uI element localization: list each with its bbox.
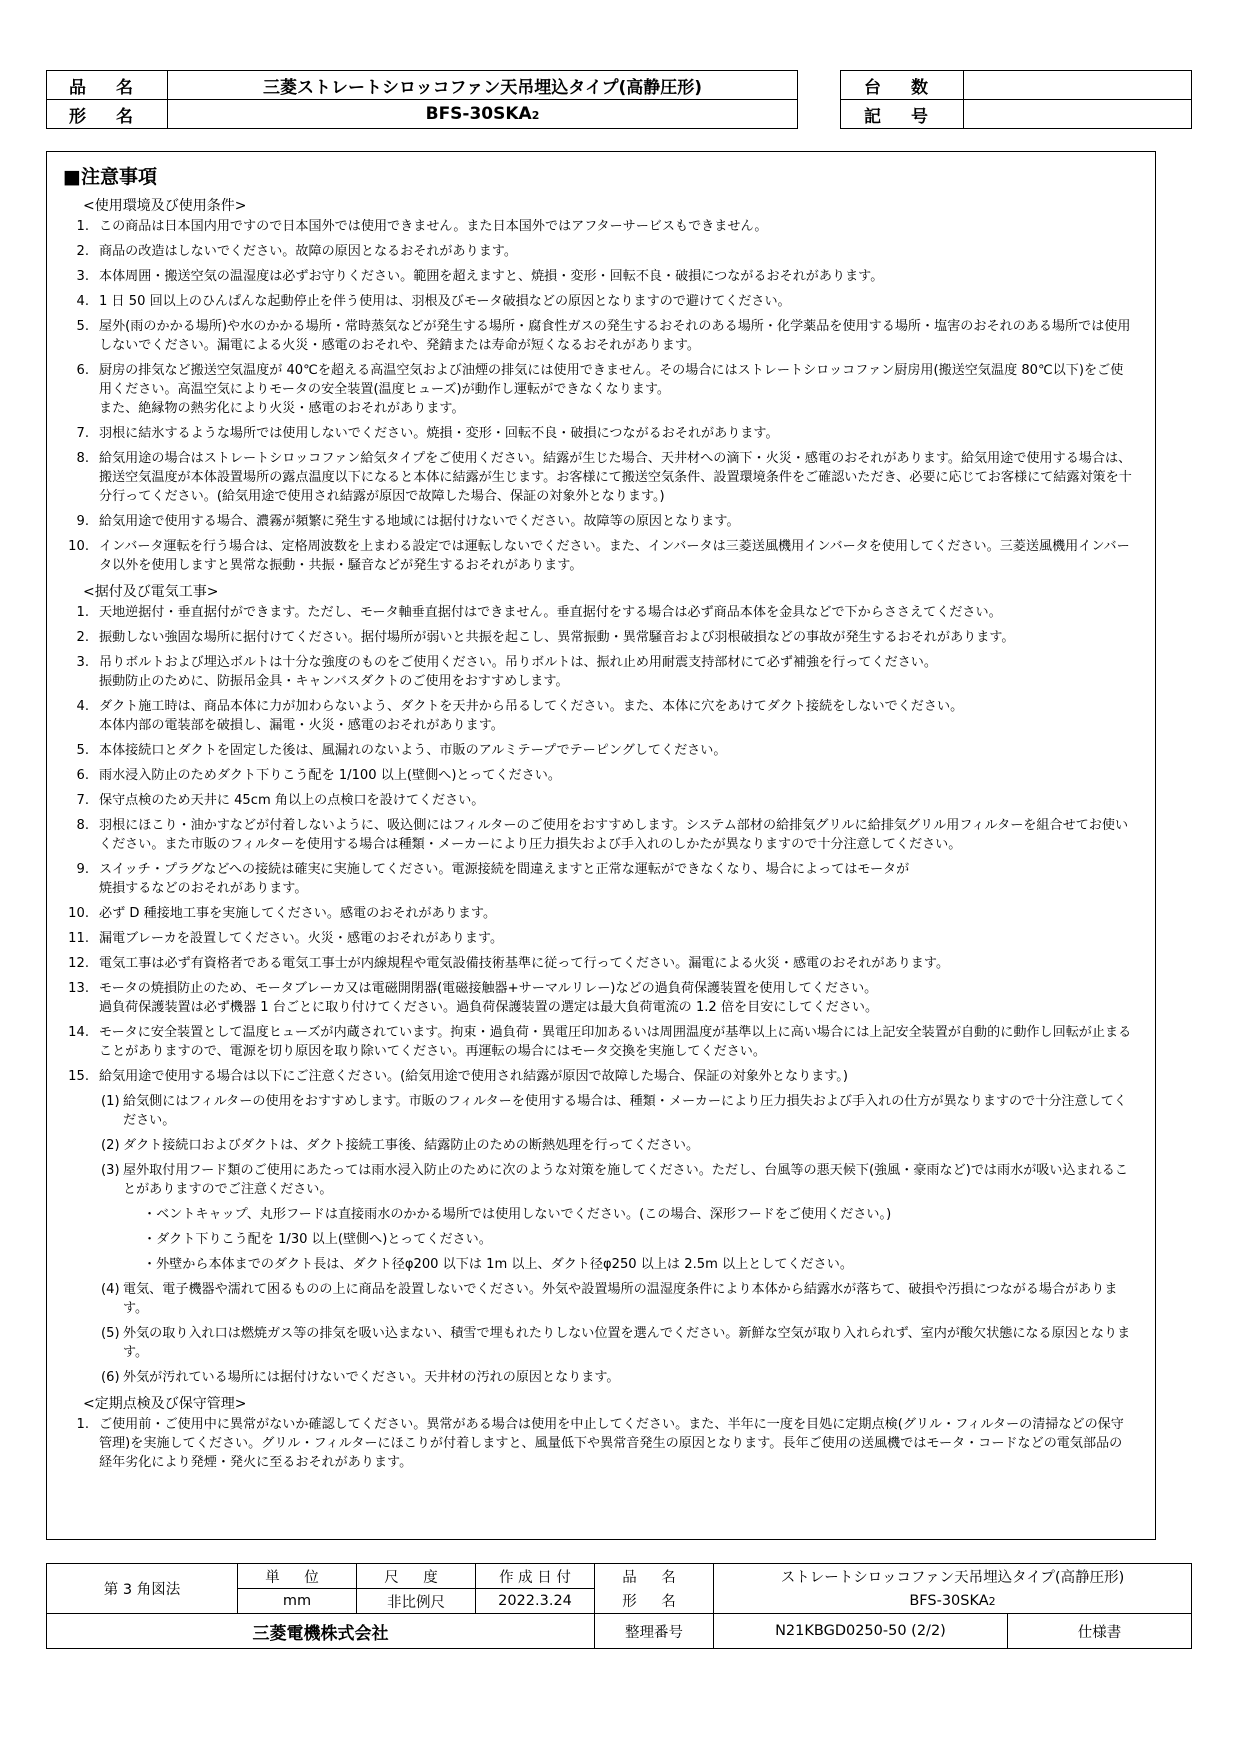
document-type: 仕様書 — [1077, 1624, 1122, 1641]
list-item: 3. 本体周囲・搬送空気の温湿度は必ずお守りください。範囲を超えますと、焼損・変形・回転不良・破損につながるおそれがあります。 — [76, 269, 884, 284]
bullet-item: ・外壁から本体までのダクト長は、ダクト径φ200 以下は 1m 以上、ダクト径φ250 以上は 2.5m 以上としてください。 — [143, 1257, 853, 1272]
quantity-label: 台 数 — [841, 71, 964, 100]
reference-label: 整理番号 — [595, 1614, 714, 1649]
section-heading: <定期点検及び保守管理> — [83, 1396, 247, 1412]
sub-item: (2) ダクト接続口およびダクトは、ダクト接続工事後、結露防止のための断熱処理を行ってください。 — [101, 1138, 700, 1153]
quantity-value — [964, 71, 1192, 100]
unit-value: mm — [238, 1589, 357, 1614]
list-item: 5. 本体接続口とダクトを固定した後は、風漏れのないよう、市販のアルミテープでテーピングしてください。 — [76, 743, 727, 758]
product-label: 品 名 — [595, 1564, 714, 1589]
section-heading: <据付及び電気工事> — [83, 584, 219, 600]
model-label: 形 名 — [595, 1589, 714, 1614]
list-item: 9. スイッチ・プラグなどへの接続は確実に実施してください。電源接続を間違えますと正常な運転ができなくなり、場合によってはモータが 焼損するなどのおそれがあります。 — [76, 862, 910, 896]
list-item: 6. 雨水浸入防止のためダクト下りこう配を 1/100 以上(壁側へ)とってください。 — [76, 768, 561, 783]
model-cell — [714, 1589, 1192, 1614]
notes-title: ■注意事項 — [63, 166, 157, 188]
title-block — [46, 1563, 1192, 1649]
list-item: 1. この商品は日本国内用ですので日本国外では使用できません。また日本国外ではアフターサービスもできません。 — [76, 219, 768, 234]
list-item: 7. 羽根に結氷するような場所では使用しないでください。焼損・変形・回転不良・破損につながるおそれがあります。 — [76, 426, 779, 441]
model-name-suffix: 2 — [531, 109, 540, 122]
list-item: 14. モータに安全装置として温度ヒューズが内蔵されています。拘束・過負荷・異電圧印加あるいは周囲温度が基準以上に高い場合には上記安全装置が自動的に動作し回転が止まることがありますので、電源を切り原因を取り除いてください。再運転の場合にはモータ交換を実施してください。 — [68, 1025, 1132, 1059]
list-item: 1. ご使用前・ご使用中に異常がないか確認してください。異常がある場合は使用を中止してください。また、半年に一度を目処に定期点検(グリル・フィルターの清掃などの保守管理)を実施してください。グリル・フィルターにほこりが付着しますと、風量低下や異常音発生の原因となります。長年ご使用の送風機ではモータ・コードなどの電気部品の経年劣化により発煙・発火に至るおそれがあります。 — [76, 1417, 1124, 1470]
header-quantity-table — [840, 70, 1192, 129]
list-item: 7. 保守点検のため天井に 45cm 角以上の点検口を設けてください。 — [76, 793, 485, 808]
reference-cell — [714, 1614, 1192, 1649]
list-item: 11. 漏電ブレーカを設置してください。火災・感電のおそれがあります。 — [68, 931, 504, 946]
date-label: 作 成 日 付 — [476, 1564, 595, 1589]
list-item: 1. 天地逆据付・垂直据付ができます。ただし、モータ軸垂直据付はできません。垂直据付をする場合は必ず商品本体を金具などで下からささえてください。 — [76, 605, 1002, 620]
list-item: 8. 給気用途の場合はストレートシロッコファン給気タイプをご使用ください。結露が生じた場合、天井材への滴下・火災・感電のおそれがあります。給気用途で使用する場合は、搬送空気温度が本体設置場所の露点温度以下になると本体に結露が生じます。お客様にて搬送空気条件、設置環境条件をご確認いただき、必要に応じてお客様にて結露対策を十分行ってください。(給気用途で使用され結露が原因で故障した場合、保証の対象外となります。) — [76, 451, 1132, 504]
notes-panel — [46, 151, 1156, 1540]
projection-method: 第 3 角図法 — [47, 1564, 238, 1614]
scale-value: 非比例尺 — [357, 1589, 476, 1614]
model-name-cell — [168, 100, 798, 129]
reference-number: N21KBGD0250-50 (2/2) — [714, 1614, 1008, 1648]
list-item: 6. 厨房の排気など搬送空気温度が 40℃を超える高温空気および油煙の排気には使用できません。その場合にはストレートシロッコファン厨房用(搬送空気温度 80℃以下)をご使用ください。高温空気によりモータの安全装置(温度ヒューズ)が動作し運転ができなくなります。 また、絶縁物の熱劣化により火災・感電のおそれがあります。 — [76, 363, 1124, 416]
model-suffix: 2 — [988, 1594, 996, 1608]
list-item: 9. 給気用途で使用する場合、濃霧が頻繁に発生する地域には据付けないでください。故障等の原因となります。 — [76, 514, 740, 529]
list-item: 2. 振動しない強固な場所に据付けてください。据付場所が弱いと共振を起こし、異常振動・異常騒音および羽根破損などの事故が発生するおそれがあります。 — [76, 630, 1015, 645]
list-item: 10. 必ず D 種接地工事を実施してください。感電のおそれがあります。 — [68, 906, 497, 921]
bullet-item: ・ベントキャップ、丸形フードは直接雨水のかかる場所では使用しないでください。(この場合、深形フードをご使用ください。) — [143, 1207, 892, 1222]
product-name-value: 三菱ストレートシロッコファン天吊埋込タイプ(高静圧形) — [168, 71, 798, 100]
list-item: 5. 屋外(雨のかかる場所)や水のかかる場所・常時蒸気などが発生する場所・腐食性ガスの発生するおそれのある場所・化学薬品を使用する場所・塩害のおそれのある場所では使用しないでください。漏電による火災・感電のおそれや、発錆または寿命が短くなるおそれがあります。 — [76, 319, 1131, 353]
model-name-value: BFS-30SKA — [425, 104, 532, 124]
list-item: 2. 商品の改造はしないでください。故障の原因となるおそれがあります。 — [76, 244, 517, 259]
product-value: ストレートシロッコファン天吊埋込タイプ(高静圧形) — [714, 1564, 1192, 1589]
sub-item: (6) 外気が汚れている場所には据付けないでください。天井材の汚れの原因となります。 — [101, 1370, 620, 1385]
sub-item: (3) 屋外取付用フード類のご使用にあたっては雨水浸入防止のために次のような対策を施してください。ただし、台風等の悪天候下(強風・豪雨など)では雨水が吸い込まれることがありますのでご注意ください。 — [101, 1163, 1128, 1197]
date-value: 2022.3.24 — [476, 1589, 595, 1614]
list-item: 12. 電気工事は必ず有資格者である電気工事士が内線規程や電気設備技術基準に従って行ってください。漏電による火災・感電のおそれがあります。 — [68, 956, 950, 971]
list-item: 4. ダクト施工時は、商品本体に力が加わらないよう、ダクトを天井から吊るしてください。また、本体に穴をあけてダクト接続をしないでください。 本体内部の電装部を破損し、漏電・火災・感電のおそれがあります。 — [76, 699, 964, 733]
sub-item: (4) 電気、電子機器や濡れて困るものの上に商品を設置しないでください。外気や設置場所の温湿度条件により本体から結露水が落ちて、破損や汚損につながる場合があります。 — [101, 1282, 1118, 1316]
list-item: 13. モータの焼損防止のため、モータブレーカ又は電磁開閉器(電磁接触器+サーマルリレー)などの過負荷保護装置を使用してください。 過負荷保護装置は必ず機器 1 台ごとに取り付けてください。過負荷保護装置の選定は最大負荷電流の 1.2 倍を目安にしてください。 — [68, 981, 879, 1015]
list-item: 3. 吊りボルトおよび埋込ボルトは十分な強度のものをご使用ください。吊りボルトは、振れ止め用耐震支持部材にて必ず補強を行ってください。 振動防止のために、防振吊金具・キャンバスダクトのご使用をおすすめします。 — [76, 655, 937, 689]
symbol-label: 記 号 — [841, 100, 964, 129]
model-name-label: 形 名 — [47, 100, 168, 129]
list-item: 15. 給気用途で使用する場合は以下にご注意ください。(給気用途で使用され結露が原因で故障した場合、保証の対象外となります。) — [68, 1069, 848, 1084]
company-name: 三菱電機株式会社 — [47, 1614, 595, 1649]
list-item: 10. インバータ運転を行う場合は、定格周波数を上まわる設定では運転しないでください。また、インバータは三菱送風機用インバータを使用してください。三菱送風機用インバータ以外を使用しますと異常な振動・共振・騒音などが発生するおそれがあります。 — [68, 539, 1130, 573]
header-product-table — [46, 70, 798, 129]
product-name-label: 品 名 — [47, 71, 168, 100]
symbol-value — [964, 100, 1192, 129]
unit-label: 単 位 — [238, 1564, 357, 1589]
section-heading: <使用環境及び使用条件> — [83, 198, 247, 214]
sub-item: (5) 外気の取り入れ口は燃焼ガス等の排気を吸い込まない、積雪で埋もれたりしない位置を選んでください。新鮮な空気が取り入れられず、室内が酸欠状態になる原因となります。 — [101, 1326, 1131, 1360]
model-value: BFS-30SKA — [909, 1592, 989, 1609]
bullet-item: ・ダクト下りこう配を 1/30 以上(壁側へ)とってください。 — [143, 1232, 492, 1247]
scale-label: 尺 度 — [357, 1564, 476, 1589]
list-item: 4. 1 日 50 回以上のひんぱんな起動停止を伴う使用は、羽根及びモータ破損などの原因となりますので避けてください。 — [76, 294, 791, 309]
sub-item: (1) 給気側にはフィルターの使用をおすすめします。市販のフィルターを使用する場合は、種類・メーカーにより圧力損失および手入れの仕方が異なりますので十分注意してください。 — [101, 1094, 1127, 1128]
list-item: 8. 羽根にほこり・油かすなどが付着しないように、吸込側にはフィルターのご使用をおすすめします。システム部材の給排気グリルに給排気グリル用フィルターを組合せてお使いください。また市販のフィルターを使用する場合は種類・メーカーにより圧力損失および手入れのしかたが異なりますので十分注意してください。 — [76, 818, 1129, 852]
